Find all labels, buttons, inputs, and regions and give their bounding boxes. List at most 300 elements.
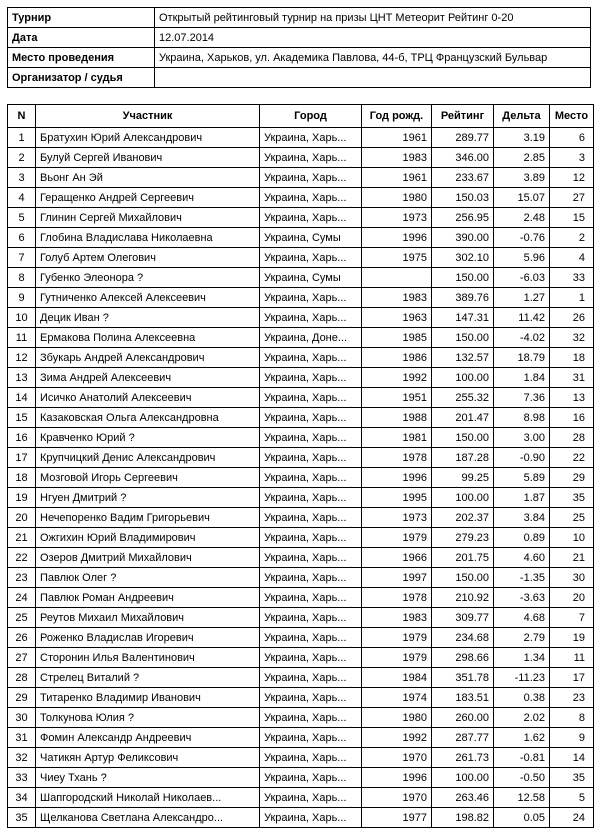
tournament-value: Открытый рейтинговый турнир на призы ЦНТ Метеорит Рейтинг 0-20 (155, 8, 591, 28)
cell-place: 18 (550, 348, 594, 368)
cell-place: 33 (550, 268, 594, 288)
cell-rating: 234.68 (432, 628, 494, 648)
cell-rating: 261.73 (432, 748, 494, 768)
cell-rating: 198.82 (432, 808, 494, 828)
cell-rating: 210.92 (432, 588, 494, 608)
tournament-label: Турнир (8, 8, 155, 28)
cell-rating: 346.00 (432, 148, 494, 168)
cell-birth-year: 1951 (362, 388, 432, 408)
cell-birth-year: 1961 (362, 168, 432, 188)
cell-birth-year: 1988 (362, 408, 432, 428)
cell-place: 22 (550, 448, 594, 468)
venue-label: Место проведения (8, 48, 155, 68)
cell-participant: Толкунова Юлия ? (36, 708, 260, 728)
cell-participant: Титаренко Владимир Иванович (36, 688, 260, 708)
cell-participant: Голуб Артем Олегович (36, 248, 260, 268)
cell-rating: 150.00 (432, 568, 494, 588)
cell-number: 6 (8, 228, 36, 248)
cell-place: 2 (550, 228, 594, 248)
cell-birth-year: 1992 (362, 368, 432, 388)
cell-city: Украина, Харь... (260, 368, 362, 388)
table-row (8, 328, 594, 348)
cell-rating: 99.25 (432, 468, 494, 488)
cell-delta: -3.63 (494, 588, 550, 608)
cell-rating: 309.77 (432, 608, 494, 628)
cell-delta: 1.27 (494, 288, 550, 308)
cell-place: 16 (550, 408, 594, 428)
table-row (8, 428, 594, 448)
table-row (8, 248, 594, 268)
cell-delta: 3.84 (494, 508, 550, 528)
cell-number: 15 (8, 408, 36, 428)
cell-participant: Павлюк Олег ? (36, 568, 260, 588)
cell-number: 20 (8, 508, 36, 528)
cell-delta: 11.42 (494, 308, 550, 328)
table-row (8, 648, 594, 668)
cell-place: 25 (550, 508, 594, 528)
cell-birth-year: 1992 (362, 728, 432, 748)
cell-rating: 279.23 (432, 528, 494, 548)
cell-participant: Озеров Дмитрий Михайлович (36, 548, 260, 568)
cell-delta: 3.00 (494, 428, 550, 448)
cell-birth-year: 1970 (362, 748, 432, 768)
cell-city: Украина, Харь... (260, 728, 362, 748)
cell-birth-year: 1981 (362, 428, 432, 448)
cell-city: Украина, Харь... (260, 468, 362, 488)
cell-participant: Чатикян Артур Феликсович (36, 748, 260, 768)
table-row (8, 548, 594, 568)
cell-place: 9 (550, 728, 594, 748)
cell-place: 4 (550, 248, 594, 268)
cell-participant: Нгуен Дмитрий ? (36, 488, 260, 508)
cell-participant: Стрелец Виталий ? (36, 668, 260, 688)
cell-rating: 150.03 (432, 188, 494, 208)
cell-participant: Губенко Элеонора ? (36, 268, 260, 288)
table-row (8, 228, 594, 248)
cell-participant: Исичко Анатолий Алексеевич (36, 388, 260, 408)
cell-rating: 100.00 (432, 368, 494, 388)
cell-rating: 100.00 (432, 768, 494, 788)
cell-rating: 150.00 (432, 428, 494, 448)
cell-rating: 389.76 (432, 288, 494, 308)
cell-number: 5 (8, 208, 36, 228)
cell-delta: 5.89 (494, 468, 550, 488)
cell-birth-year: 1986 (362, 348, 432, 368)
cell-number: 35 (8, 808, 36, 828)
cell-delta: 0.05 (494, 808, 550, 828)
cell-birth-year: 1980 (362, 708, 432, 728)
cell-participant: Глобина Владислава Николаевна (36, 228, 260, 248)
cell-rating: 390.00 (432, 228, 494, 248)
header-birth-year: Год рожд. (362, 105, 432, 128)
cell-city: Украина, Харь... (260, 648, 362, 668)
table-row (8, 368, 594, 388)
cell-city: Украина, Харь... (260, 608, 362, 628)
cell-rating: 287.77 (432, 728, 494, 748)
header-city: Город (260, 105, 362, 128)
cell-birth-year: 1983 (362, 608, 432, 628)
cell-participant: Гутниченко Алексей Алексеевич (36, 288, 260, 308)
cell-delta: 8.98 (494, 408, 550, 428)
cell-participant: Реутов Михаил Михайлович (36, 608, 260, 628)
table-row (8, 688, 594, 708)
cell-participant: Геращенко Андрей Сергеевич (36, 188, 260, 208)
cell-city: Украина, Доне... (260, 328, 362, 348)
cell-number: 23 (8, 568, 36, 588)
table-row (8, 408, 594, 428)
cell-participant: Кравченко Юрий ? (36, 428, 260, 448)
cell-birth-year: 1977 (362, 808, 432, 828)
table-row (8, 288, 594, 308)
venue-value: Украина, Харьков, ул. Академика Павлова, 44-б, ТРЦ Французский Бульвар (155, 48, 591, 68)
cell-birth-year: 1996 (362, 468, 432, 488)
cell-delta: -0.81 (494, 748, 550, 768)
cell-number: 31 (8, 728, 36, 748)
cell-birth-year (362, 268, 432, 288)
cell-place: 27 (550, 188, 594, 208)
cell-delta: 4.68 (494, 608, 550, 628)
header-number: N (8, 105, 36, 128)
cell-place: 17 (550, 668, 594, 688)
cell-place: 6 (550, 128, 594, 148)
cell-number: 30 (8, 708, 36, 728)
cell-number: 7 (8, 248, 36, 268)
cell-number: 17 (8, 448, 36, 468)
cell-delta: 1.62 (494, 728, 550, 748)
cell-birth-year: 1983 (362, 148, 432, 168)
cell-place: 26 (550, 308, 594, 328)
cell-rating: 187.28 (432, 448, 494, 468)
cell-birth-year: 1984 (362, 668, 432, 688)
cell-rating: 201.47 (432, 408, 494, 428)
cell-number: 8 (8, 268, 36, 288)
cell-place: 19 (550, 628, 594, 648)
cell-rating: 150.00 (432, 268, 494, 288)
cell-birth-year: 1996 (362, 228, 432, 248)
cell-number: 26 (8, 628, 36, 648)
cell-number: 28 (8, 668, 36, 688)
cell-city: Украина, Харь... (260, 348, 362, 368)
cell-city: Украина, Харь... (260, 248, 362, 268)
cell-place: 35 (550, 488, 594, 508)
cell-number: 13 (8, 368, 36, 388)
table-row (8, 508, 594, 528)
cell-place: 11 (550, 648, 594, 668)
cell-place: 1 (550, 288, 594, 308)
cell-participant: Щелканова Светлана Александро... (36, 808, 260, 828)
cell-delta: 18.79 (494, 348, 550, 368)
cell-city: Украина, Харь... (260, 548, 362, 568)
cell-city: Украина, Харь... (260, 128, 362, 148)
cell-birth-year: 1995 (362, 488, 432, 508)
header-row (8, 105, 594, 128)
cell-number: 3 (8, 168, 36, 188)
cell-delta: 12.58 (494, 788, 550, 808)
table-row (8, 808, 594, 828)
tournament-info-table (7, 7, 591, 88)
header-delta: Дельта (494, 105, 550, 128)
date-label: Дата (8, 28, 155, 48)
table-row (8, 168, 594, 188)
cell-delta: -6.03 (494, 268, 550, 288)
cell-birth-year: 1973 (362, 208, 432, 228)
cell-number: 19 (8, 488, 36, 508)
cell-number: 18 (8, 468, 36, 488)
cell-birth-year: 1970 (362, 788, 432, 808)
cell-rating: 233.67 (432, 168, 494, 188)
date-value: 12.07.2014 (155, 28, 591, 48)
cell-number: 33 (8, 768, 36, 788)
cell-number: 4 (8, 188, 36, 208)
cell-place: 13 (550, 388, 594, 408)
cell-city: Украина, Харь... (260, 788, 362, 808)
cell-delta: -0.90 (494, 448, 550, 468)
cell-delta: 5.96 (494, 248, 550, 268)
cell-number: 11 (8, 328, 36, 348)
organizer-value (155, 68, 591, 88)
cell-city: Украина, Харь... (260, 748, 362, 768)
cell-number: 14 (8, 388, 36, 408)
cell-birth-year: 1997 (362, 568, 432, 588)
cell-delta: -11.23 (494, 668, 550, 688)
cell-place: 35 (550, 768, 594, 788)
cell-rating: 263.46 (432, 788, 494, 808)
cell-city: Украина, Харь... (260, 808, 362, 828)
cell-number: 2 (8, 148, 36, 168)
cell-participant: Булуй Сергей Иванович (36, 148, 260, 168)
cell-participant: Збукарь Андрей Александрович (36, 348, 260, 368)
cell-number: 9 (8, 288, 36, 308)
cell-city: Украина, Харь... (260, 408, 362, 428)
cell-participant: Нечепоренко Вадим Григорьевич (36, 508, 260, 528)
table-row (8, 308, 594, 328)
info-row-date (8, 28, 591, 48)
table-row (8, 448, 594, 468)
cell-place: 28 (550, 428, 594, 448)
cell-number: 12 (8, 348, 36, 368)
cell-place: 29 (550, 468, 594, 488)
cell-city: Украина, Харь... (260, 588, 362, 608)
table-row (8, 148, 594, 168)
cell-participant: Казаковская Ольга Александровна (36, 408, 260, 428)
cell-city: Украина, Харь... (260, 688, 362, 708)
table-row (8, 208, 594, 228)
cell-number: 21 (8, 528, 36, 548)
info-row-tournament (8, 8, 591, 28)
cell-rating: 256.95 (432, 208, 494, 228)
table-row (8, 568, 594, 588)
cell-participant: Роженко Владислав Игоревич (36, 628, 260, 648)
table-row (8, 188, 594, 208)
cell-birth-year: 1978 (362, 588, 432, 608)
table-row (8, 668, 594, 688)
cell-rating: 147.31 (432, 308, 494, 328)
cell-number: 10 (8, 308, 36, 328)
cell-rating: 201.75 (432, 548, 494, 568)
cell-city: Украина, Харь... (260, 628, 362, 648)
table-row (8, 588, 594, 608)
cell-participant: Ермакова Полина Алексеевна (36, 328, 260, 348)
cell-participant: Мозговой Игорь Сергеевич (36, 468, 260, 488)
cell-delta: 0.89 (494, 528, 550, 548)
cell-birth-year: 1974 (362, 688, 432, 708)
cell-rating: 260.00 (432, 708, 494, 728)
table-row (8, 268, 594, 288)
header-place: Место (550, 105, 594, 128)
cell-rating: 255.32 (432, 388, 494, 408)
cell-place: 21 (550, 548, 594, 568)
cell-number: 24 (8, 588, 36, 608)
cell-city: Украина, Харь... (260, 708, 362, 728)
cell-number: 22 (8, 548, 36, 568)
cell-participant: Крупчицкий Денис Александрович (36, 448, 260, 468)
cell-delta: 7.36 (494, 388, 550, 408)
cell-rating: 351.78 (432, 668, 494, 688)
cell-delta: 1.87 (494, 488, 550, 508)
cell-participant: Шапгородский Николай Николаев... (36, 788, 260, 808)
cell-rating: 302.10 (432, 248, 494, 268)
cell-city: Украина, Харь... (260, 568, 362, 588)
cell-delta: -4.02 (494, 328, 550, 348)
cell-participant: Чиеу Тхань ? (36, 768, 260, 788)
cell-number: 34 (8, 788, 36, 808)
cell-city: Украина, Харь... (260, 208, 362, 228)
cell-city: Украина, Сумы (260, 268, 362, 288)
table-row (8, 468, 594, 488)
cell-rating: 202.37 (432, 508, 494, 528)
cell-delta: 3.19 (494, 128, 550, 148)
cell-city: Украина, Харь... (260, 148, 362, 168)
table-row (8, 728, 594, 748)
cell-rating: 289.77 (432, 128, 494, 148)
table-row (8, 628, 594, 648)
table-row (8, 388, 594, 408)
header-rating: Рейтинг (432, 105, 494, 128)
cell-place: 32 (550, 328, 594, 348)
cell-place: 14 (550, 748, 594, 768)
cell-city: Украина, Харь... (260, 388, 362, 408)
cell-rating: 183.51 (432, 688, 494, 708)
cell-participant: Ожгихин Юрий Владимирович (36, 528, 260, 548)
cell-delta: 2.79 (494, 628, 550, 648)
cell-delta: 0.38 (494, 688, 550, 708)
cell-birth-year: 1979 (362, 648, 432, 668)
table-row (8, 348, 594, 368)
cell-delta: 2.02 (494, 708, 550, 728)
cell-city: Украина, Харь... (260, 288, 362, 308)
cell-city: Украина, Харь... (260, 488, 362, 508)
cell-participant: Вьонг Ан Эй (36, 168, 260, 188)
cell-number: 1 (8, 128, 36, 148)
cell-birth-year: 1979 (362, 628, 432, 648)
cell-participant: Глинин Сергей Михайлович (36, 208, 260, 228)
cell-place: 23 (550, 688, 594, 708)
cell-delta: -0.50 (494, 768, 550, 788)
cell-delta: 4.60 (494, 548, 550, 568)
cell-number: 29 (8, 688, 36, 708)
cell-delta: 1.34 (494, 648, 550, 668)
cell-city: Украина, Харь... (260, 428, 362, 448)
cell-number: 16 (8, 428, 36, 448)
cell-city: Украина, Харь... (260, 188, 362, 208)
cell-birth-year: 1966 (362, 548, 432, 568)
cell-rating: 150.00 (432, 328, 494, 348)
cell-place: 7 (550, 608, 594, 628)
cell-rating: 298.66 (432, 648, 494, 668)
cell-participant: Братухин Юрий Александрович (36, 128, 260, 148)
cell-birth-year: 1961 (362, 128, 432, 148)
cell-city: Украина, Харь... (260, 768, 362, 788)
cell-birth-year: 1979 (362, 528, 432, 548)
cell-city: Украина, Харь... (260, 448, 362, 468)
cell-birth-year: 1963 (362, 308, 432, 328)
table-row (8, 528, 594, 548)
cell-delta: 1.84 (494, 368, 550, 388)
cell-rating: 100.00 (432, 488, 494, 508)
cell-place: 12 (550, 168, 594, 188)
table-row (8, 128, 594, 148)
table-row (8, 608, 594, 628)
organizer-label: Организатор / судья (8, 68, 155, 88)
cell-participant: Сторонин Илья Валентинович (36, 648, 260, 668)
cell-city: Украина, Харь... (260, 308, 362, 328)
cell-city: Украина, Харь... (260, 528, 362, 548)
table-row (8, 748, 594, 768)
cell-birth-year: 1983 (362, 288, 432, 308)
cell-delta: 2.85 (494, 148, 550, 168)
cell-delta: 15.07 (494, 188, 550, 208)
cell-city: Украина, Харь... (260, 508, 362, 528)
cell-delta: -0.76 (494, 228, 550, 248)
cell-number: 32 (8, 748, 36, 768)
info-row-organizer (8, 68, 591, 88)
table-row (8, 708, 594, 728)
cell-birth-year: 1975 (362, 248, 432, 268)
cell-birth-year: 1973 (362, 508, 432, 528)
header-participant: Участник (36, 105, 260, 128)
results-table (7, 104, 594, 828)
cell-place: 15 (550, 208, 594, 228)
cell-place: 20 (550, 588, 594, 608)
cell-place: 8 (550, 708, 594, 728)
results-body (8, 128, 594, 828)
cell-place: 31 (550, 368, 594, 388)
table-row (8, 788, 594, 808)
cell-number: 25 (8, 608, 36, 628)
cell-number: 27 (8, 648, 36, 668)
cell-place: 24 (550, 808, 594, 828)
cell-place: 30 (550, 568, 594, 588)
cell-city: Украина, Харь... (260, 168, 362, 188)
cell-place: 5 (550, 788, 594, 808)
cell-birth-year: 1985 (362, 328, 432, 348)
cell-birth-year: 1978 (362, 448, 432, 468)
cell-place: 10 (550, 528, 594, 548)
cell-participant: Павлюк Роман Андреевич (36, 588, 260, 608)
cell-delta: 2.48 (494, 208, 550, 228)
cell-birth-year: 1980 (362, 188, 432, 208)
cell-city: Украина, Харь... (260, 668, 362, 688)
cell-city: Украина, Сумы (260, 228, 362, 248)
cell-participant: Фомин Александр Андреевич (36, 728, 260, 748)
info-row-venue (8, 48, 591, 68)
cell-delta: -1.35 (494, 568, 550, 588)
table-row (8, 488, 594, 508)
cell-participant: Децик Иван ? (36, 308, 260, 328)
cell-rating: 132.57 (432, 348, 494, 368)
cell-delta: 3.89 (494, 168, 550, 188)
cell-place: 3 (550, 148, 594, 168)
